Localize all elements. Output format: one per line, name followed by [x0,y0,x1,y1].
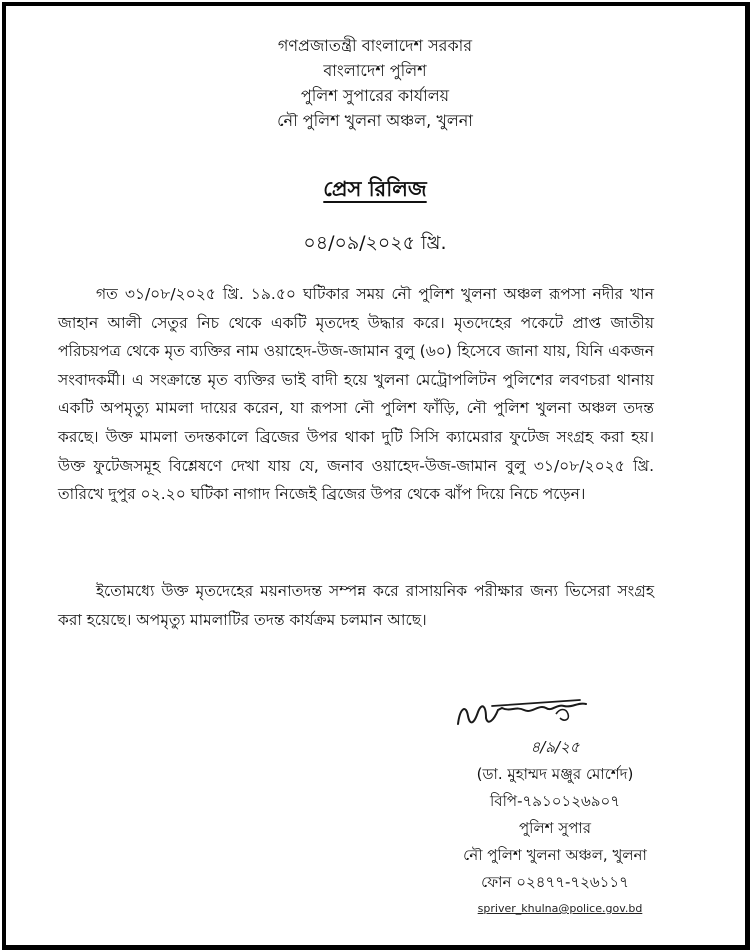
department-name: বাংলাদেশ পুলিশ [323,61,427,80]
signed-date: ৪/৯/২৫ [530,738,580,756]
office-name: পুলিশ সুপারের কার্যালয় [300,86,450,105]
govt-name: গণপ্রজাতন্ত্রী বাংলাদেশ সরকার [277,36,473,55]
document-title: প্রেস রিলিজ [323,177,427,201]
designation: পুলিশ সুপার [519,819,591,837]
signatory-name: (ডা. মুহাম্মদ মঞ্জুর মোর্শেদ) [476,765,634,783]
body-paragraph-1: গত ৩১/০৮/২০২৫ খ্রি. ১৯.৫০ ঘটিকার সময় নৌ পুলিশ খুলনা অঞ্চল রূপসা নদীর খান জাহান আলী সেতুর নিচ থেকে একটি মৃতদেহ উদ্ধার করে। মৃতদেহের পকেটে প্রাপ্ত জাতীয় পরিচয়পত্র থেকে মৃত ব্যক্তির নাম ওয়াহেদ-উজ-জামান বুলু (৬০) হিসেবে জানা যায়, যিনি একজন সংবাদকর্মী। এ সংক্রান্তে মৃত ব্যক্তির ভাই বাদী হয়ে খুলনা মেট্রোপলিটন পুলিশের লবণচরা থানায় একটি অপমৃত্যু মামলা দায়ের করেন, যা রূপসা নৌ পুলিশ ফাঁড়ি, নৌ পুলিশ খুলনা অঞ্চল তদন্ত করছে। উক্ত মামলা তদন্তকালে ব্রিজের উপর থাকা দুটি সিসি ক্যামেরার ফুটেজ সংগ্রহ করা হয়। উক্ত ফুটেজসমূহ বিশ্লেষণে দেখা যায় যে, জনাব ওয়াহেদ-উজ-জামান বুলু ৩১/০৮/২০২৫ খ্রি. তারিখে দুপুর ০২.২০ ঘটিকা নাগাদ নিজেই ব্রিজের উপর থেকে ঝাঁপ দিয়ে নিচে পড়েন। [58,285,654,504]
body-paragraph-2: ইতোমধ্যে উক্ত মৃতদেহের ময়নাতদন্ত সম্পন্ন করে রাসায়নিক পরীক্ষার জন্য ভিসেরা সংগ্রহ করা হয়েছে। অপমৃত্যু মামলাটির তদন্ত কার্যক্রম চলমান আছে। [58,582,654,629]
signatory-office: নৌ পুলিশ খুলনা অঞ্চল, খুলনা [463,846,647,864]
email-link[interactable]: spriver_khulna@police.gov.bd [477,902,643,915]
phone-number: ফোন ০২৪৭৭-৭২৬১১৭ [481,873,629,891]
release-date: ০৪/০৯/২০২৫ খ্রি. [303,232,447,254]
region-name: নৌ পুলিশ খুলনা অঞ্চল, খুলনা [277,111,473,130]
letterhead [0,33,750,133]
signature-block [420,734,690,896]
bp-number: বিপি-৭৯১০১২৬৯০৭ [490,792,620,810]
document-title-wrap [0,173,750,208]
